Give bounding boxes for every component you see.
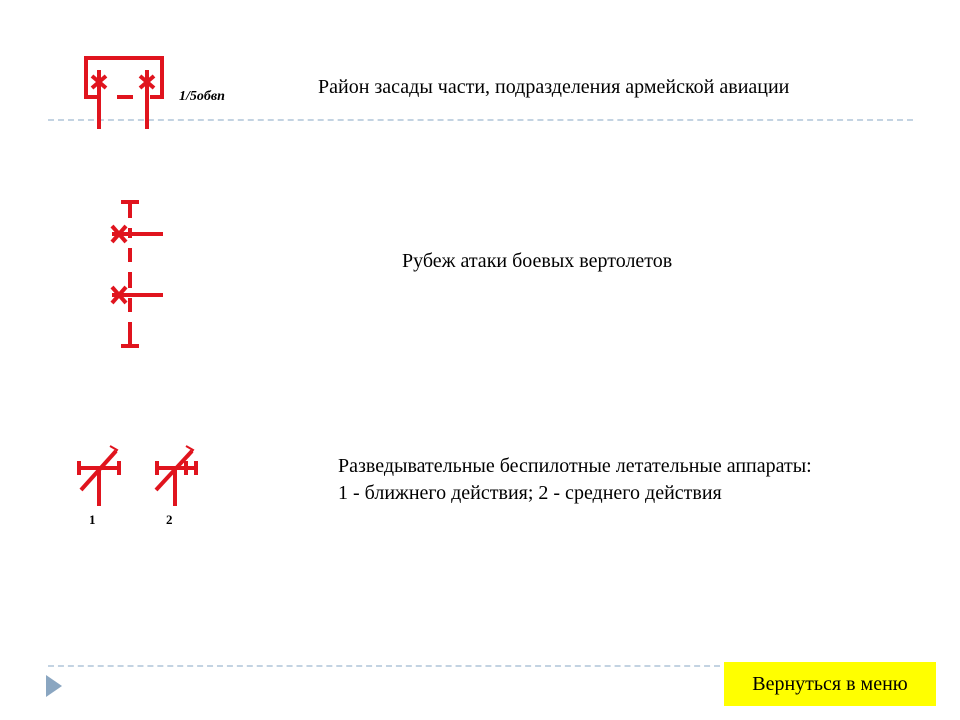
unit-label: 1/5обвп: [179, 89, 225, 104]
back-arrow-icon[interactable]: [44, 673, 64, 699]
ambush-area-caption: Район засады части, подразделения армейской авиации: [318, 76, 790, 98]
return-to-menu-button[interactable]: Вернуться в меню: [724, 662, 936, 706]
uav-caption-line2: 1 - ближнего действия; 2 - среднего действия: [338, 482, 722, 504]
uav-label-2: 2: [166, 512, 173, 527]
attack-line-caption: Рубеж атаки боевых вертолетов: [402, 250, 673, 272]
uav-label-1: 1: [89, 512, 96, 527]
uav-caption-line1: Разведывательные беспилотные летательные аппараты:: [338, 455, 812, 477]
